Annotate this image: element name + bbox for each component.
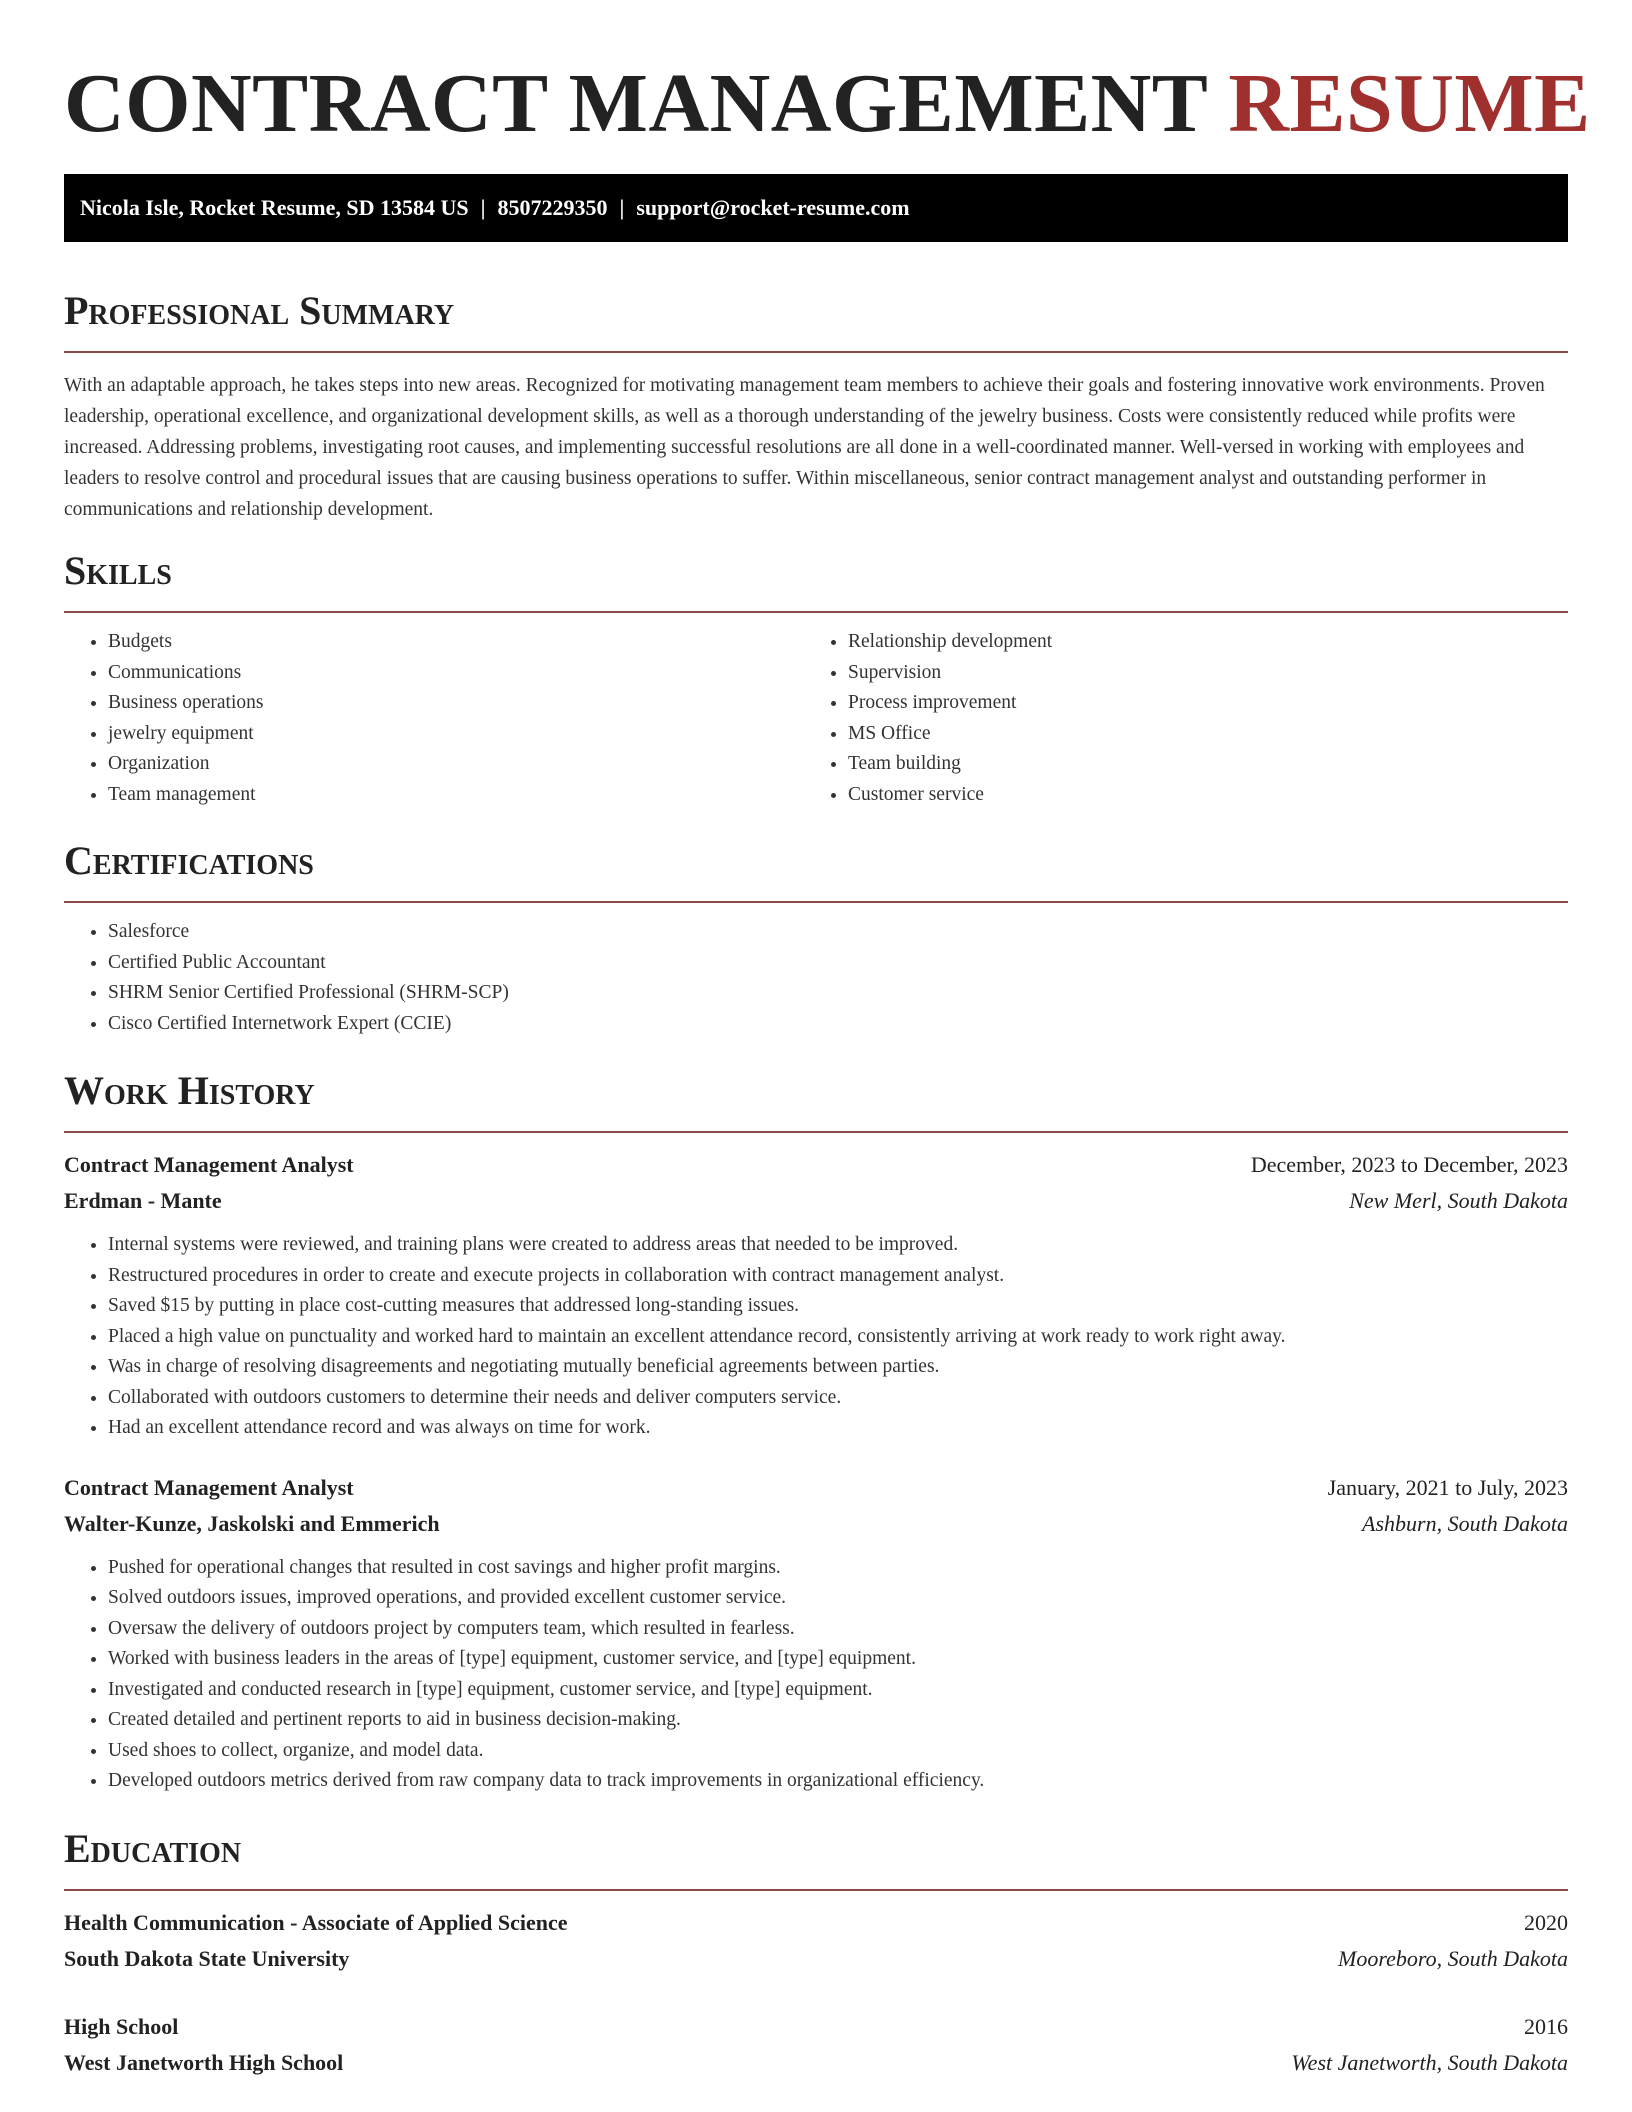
job-entry [64,1470,1568,1797]
job-header-row [64,1470,1568,1506]
job-company-row [64,1506,1568,1542]
job-dates: January, 2021 to July, 2023 [1327,1474,1568,1500]
responsibility-item: • Investigated and conducted research in [type] equipment, customer service, and [type] equipment. [108,1675,1568,1706]
responsibility-item: • Oversaw the delivery of outdoors project by computers team, which resulted in fearless. [108,1614,1568,1645]
contact-address: Nicola Isle, Rocket Resume, SD 13584 US [80,195,469,220]
education-degree-row [64,2009,1568,2045]
section-divider [64,1889,1568,1891]
work-history-section [64,1067,1568,1797]
certifications-section [64,837,1568,1039]
job-company: Walter-Kunze, Jaskolski and Emmerich [64,1510,440,1536]
skill-item: • jewelry equipment [108,719,804,750]
responsibility-item: • Created detailed and pertinent reports to aid in business decision-making. [108,1705,1568,1736]
skill-item: • Supervision [848,658,1544,689]
certification-item: • Cisco Certified Internetwork Expert (CCIE) [108,1009,1568,1040]
skill-item: • Business operations [108,688,804,719]
contact-separator: | [619,195,625,220]
title-main: CONTRACT MANAGEMENT [64,57,1207,150]
section-divider [64,1131,1568,1133]
education-location: Mooreboro, South Dakota [1338,1945,1568,1971]
job-title: Contract Management Analyst [64,1474,354,1500]
skill-item: • MS Office [848,719,1544,750]
skill-item: • Communications [108,658,804,689]
certification-item: • Salesforce [108,917,1568,948]
education-school-row [64,1941,1568,1977]
job-location: Ashburn, South Dakota [1362,1510,1568,1536]
job-header-row [64,1147,1568,1183]
education-school-row [64,2045,1568,2081]
certification-item: • SHRM Senior Certified Professional (SHRM-SCP) [108,978,1568,1009]
job-responsibilities [64,1230,1568,1444]
responsibility-item: • Saved $15 by putting in place cost-cutting measures that addressed long-standing issues. [108,1291,1568,1322]
education-degree-row [64,1905,1568,1941]
job-dates: December, 2023 to December, 2023 [1250,1152,1568,1177]
summary-section [64,287,1568,525]
responsibility-item: • Used shoes to collect, organize, and model data. [108,1736,1568,1767]
responsibility-item: • Collaborated with outdoors customers to determine their needs and deliver computers service. [108,1383,1568,1414]
responsibility-item: • Solved outdoors issues, improved operations, and provided excellent customer service. [108,1583,1568,1614]
education-heading: Education [64,1825,242,1871]
section-divider [64,901,1568,903]
job-responsibilities [64,1553,1568,1797]
job-title: Contract Management Analyst [64,1152,354,1177]
responsibility-item: • Worked with business leaders in the areas of [type] equipment, customer service, and [type] equipment. [108,1644,1568,1675]
contact-separator: | [480,195,486,220]
education-degree: High School [64,2013,179,2039]
responsibility-item: • Pushed for operational changes that resulted in cost savings and higher profit margins. [108,1553,1568,1584]
education-school: South Dakota State University [64,1945,350,1971]
skills-columns [64,627,1568,810]
education-entry [64,2009,1568,2081]
section-divider [64,611,1568,613]
skills-list-left [64,627,804,810]
education-school: West Janetworth High School [64,2049,344,2075]
responsibility-item: • Internal systems were reviewed, and training plans were created to address areas that needed to be improved. [108,1230,1568,1261]
contact-email: support@rocket-resume.com [636,195,910,220]
skills-heading: Skills [64,548,172,593]
education-degree: Health Communication - Associate of Applied Science [64,1909,568,1935]
education-year: 2020 [1524,1909,1568,1935]
skill-item: • Budgets [108,627,804,658]
summary-heading: Professional Summary [64,288,455,333]
responsibility-item: • Had an excellent attendance record and was always on time for work. [108,1413,1568,1444]
responsibility-item: • Was in charge of resolving disagreements and negotiating mutually beneficial agreements between parties. [108,1352,1568,1383]
education-section [64,1825,1568,2081]
education-entry [64,1905,1568,1977]
skill-item: • Relationship development [848,627,1544,658]
contact-bar [64,174,1568,242]
skills-section [64,547,1568,810]
section-divider [64,351,1568,353]
certifications-list [64,917,1568,1039]
skill-item: • Team building [848,749,1544,780]
responsibility-item: • Developed outdoors metrics derived from raw company data to track improvements in organizational efficiency. [108,1766,1568,1797]
responsibility-item: • Placed a high value on punctuality and worked hard to maintain an excellent attendance record, consistently arriving at work ready to work right away. [108,1322,1568,1353]
skill-item: • Team management [108,780,804,811]
summary-text: With an adaptable approach, he takes steps into new areas. Recognized for motivating management team members to achieve their goals and fostering innovative work environments. Proven leadership, operational excellence, and organizational development skills, as well as a thorough understanding of the jewelry business. Costs were consistently reduced while profits were increased. Addressing problems, investigating root causes, and implementing successful resolutions are all done in a well-coordinated manner. Well-versed in working with employees and leaders to resolve control and procedural issues that are causing business operations to suffer. Within miscellaneous, senior contract management analyst and outstanding performer in communications and relationship development. [64,375,1545,520]
skill-item: • Process improvement [848,688,1544,719]
job-location: New Merl, South Dakota [1349,1188,1568,1213]
work-history-heading: Work History [64,1068,315,1113]
education-location: West Janetworth, South Dakota [1291,2049,1568,2075]
job-company-row [64,1183,1568,1219]
certifications-heading: Certifications [64,838,314,883]
job-company: Erdman - Mante [64,1188,222,1213]
resume-page [64,0,1591,2081]
title-accent: RESUME [1228,57,1591,150]
certification-item: • Certified Public Accountant [108,948,1568,979]
job-entry [64,1147,1568,1444]
resume-title [64,57,1591,150]
skills-list-right [804,627,1544,810]
skill-item: • Customer service [848,780,1544,811]
skills-column-left [64,627,804,810]
education-year: 2016 [1524,2013,1568,2039]
contact-phone: 8507229350 [497,195,608,220]
skills-column-right [804,627,1544,810]
skill-item: • Organization [108,749,804,780]
responsibility-item: • Restructured procedures in order to create and execute projects in collaboration with contract management analyst. [108,1261,1568,1292]
